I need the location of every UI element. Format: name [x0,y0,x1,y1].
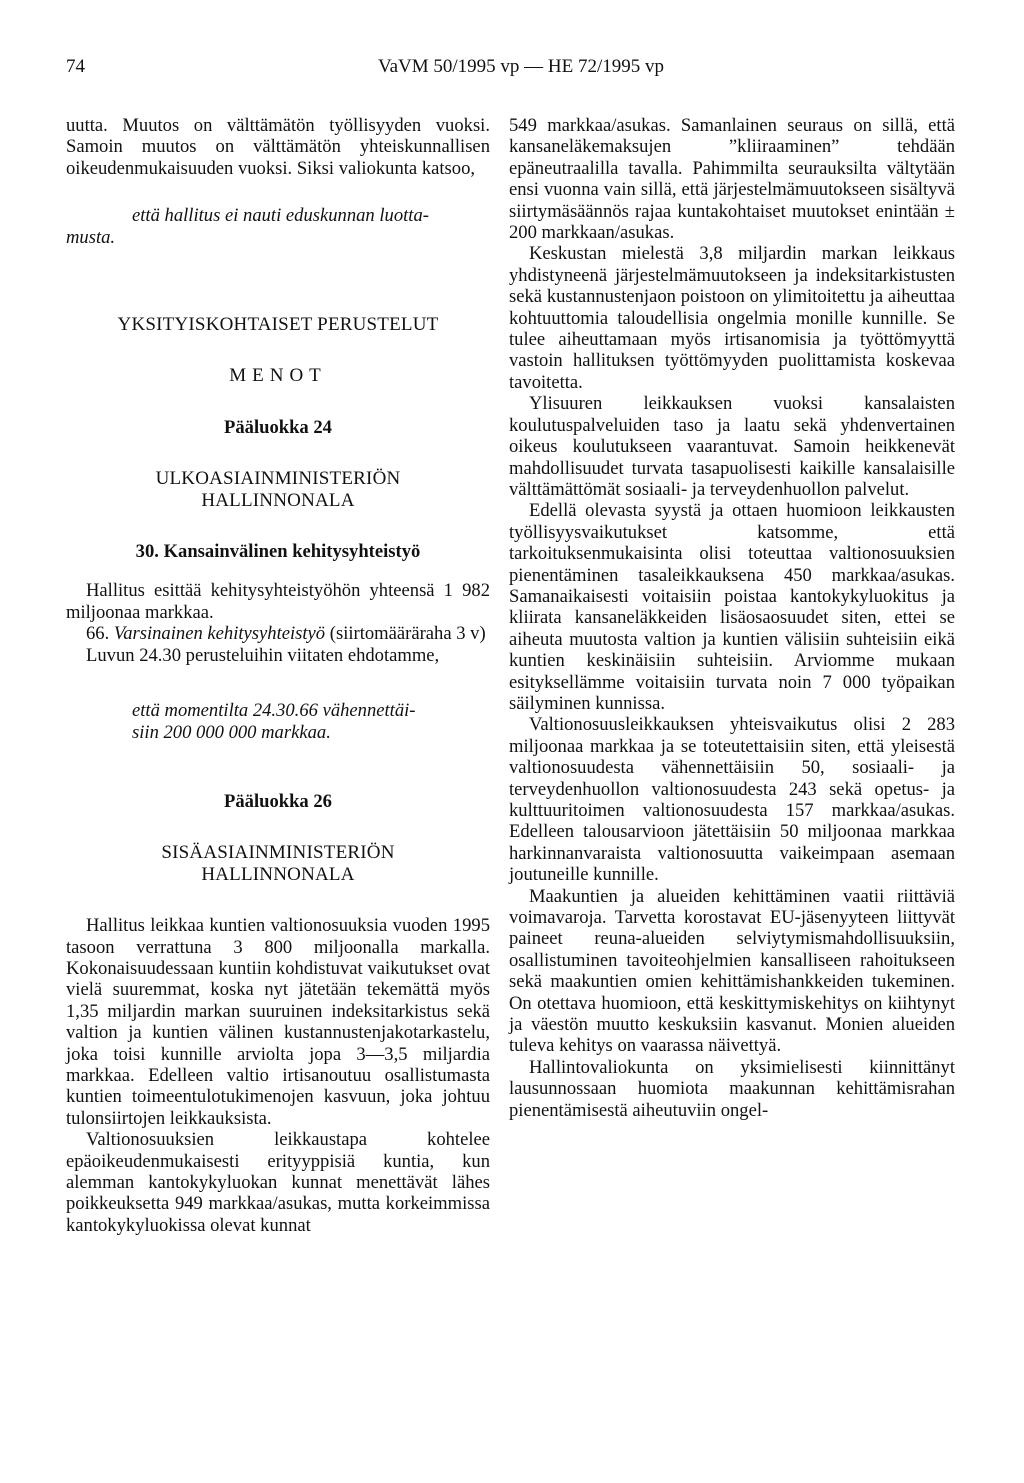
proposal-continuation: musta. [66,226,116,248]
proposal-statement [132,205,490,226]
item-heading: 30. Kansainvälinen kehitysyhteistyö [135,541,421,563]
main-class-heading: Pääluokka 26 [224,790,332,812]
running-head: VaVM 50/1995 vp — HE 72/1995 vp [377,56,665,77]
moment-number: 66. [86,623,110,645]
moment-line [66,623,490,644]
page-header [66,56,976,86]
paragraph: Edellä olevasta syystä ja ottaen huomioon leikkausten työllisyysvaikutukset katsomme, että tarkoituksenmukaisinta olisi toteuttaa valtionosuuksien pienentäminen tasaleikkauksena 450 markkaa/asukas. Samanaikaisesti voitaisiin poistaa kantokykyluokitus ja kliirata kansaneläkkeiden lisäosaosuudet siten, ettei se aiheuta muutosta valtion ja kuntien välisiin suhteisiin eikä kuntien keskinäisiin suhteisiin. Arviomme mukaan esityksellämme voitaisiin turvata noin 7 000 työpaikan säilyminen kunnissa. [509,500,955,714]
paragraph: Keskustan mielestä 3,8 miljardin markan leikkaus yhdistyneenä järjestelmämuutokseen ja indeksitarkistusten sekä kustannustenjaon poistoon on ylimitoitettu ja aiheuttaa kohtuuttomia taloudellisia ongelmia monille kunnille. Se tulee aiheuttamaan myös irtisanomisia ja työttömyyttä vastoin hallituksen työttömyyden puolittamista koskevaa tavoitetta. [509,243,955,393]
ministry-heading: ULKOASIAINMINISTERIÖN HALLINNONALA [155,468,401,511]
paragraph: Maakuntien ja alueiden kehittäminen vaatii riittäviä voimavaroja. Tarvetta korostavat EU-jäsenyyteen liittyvät paineet reuna-alueiden selviytymismahdollisuuksiin, osallistuminen tavoiteohjelmien kansalliseen rahoitukseen sekä maakuntien omien kehittämishankkeiden tukeminen. On otettava huomioon, että keskittymiskehitys on kiihtynyt ja väestön muutto keskuksiin kasvanut. Monien alueiden tuleva kehitys on vaarassa näivettyä. [509,885,955,1057]
proposal-statement [132,700,490,721]
paragraph: 549 markkaa/asukas. Samanlainen seuraus on sillä, että kansaneläkemaksujen ”kliiraaminen” tehdään epäneutraalilla tavalla. Pahimmilta seurauksilta vältytään ensi vuonna vain sillä, että järjestelmämuutokseen sisältyvä siirtymäsäännös rajaa kuntakohtaiset muutokset enintään ± 200 markkaan/asukas. [509,115,955,244]
moment-detail: (siirtomääräraha 3 v) [329,623,486,645]
paragraph: Luvun 24.30 perusteluihin viitaten ehdotamme, [86,644,440,666]
paragraph: Hallitus leikkaa kuntien valtionosuuksia vuoden 1995 tasoon verrattuna 3 800 miljoonalla markalla. Kokonaisuudessaan kuntiin kohdistuvat vaikutukset ovat vielä suuremmat, koska nyt jätetään tekemättä myös 1,35 miljardin markan suuruinen indeksitarkistus sekä valtion ja kuntien välinen kustannustenjakotarkastelu, joka toisi kunnille arviolta jopa 3—3,5 miljardia markkaa. Edelleen valtio irtisanoutuu osallistumasta kuntien toimeentulotukimenojen kasvuun, joka johtuu tulonsiirtojen leikkauksista. [66,915,490,1129]
moment-title: Varsinainen kehitysyhteistyö [113,623,326,645]
paragraph: Valtionosuusleikkauksen yhteisvaikutus olisi 2 283 miljoonaa markkaa ja se toteutettaisiin siten, että yleisestä valtionosuudesta vähennettäisiin 50, sosiaali- ja terveydenhuollon valtionosuudesta 243 sekä opetus- ja kulttuuritoimen valtionosuudesta 157 markkaa/asukas. Edelleen talousarvioon jätettäisiin 50 miljoonaa markkaa harkinnanvaraista valtionosuutta vaikeimpaan asemaan joutuneille kunnille. [509,714,955,886]
proposal-text: että hallitus ei nauti eduskunnan luotta- [132,205,429,227]
ministry-heading: SISÄASIAINMINISTERIÖN HALLINNONALA [161,842,395,885]
paragraph: uutta. Muutos on välttämätön työllisyyden vuoksi. Samoin muutos on välttämätön yhteiskunnallisen oikeudenmukaisuuden vuoksi. Siksi valiokunta katsoo, [66,115,490,179]
section-heading: YKSITYISKOHTAISET PERUSTELUT [117,314,439,336]
menot-heading: MENOT [229,365,327,387]
proposal-text: että momentilta 24.30.66 vähennettäi- [132,700,416,722]
page-number: 74 [66,56,85,77]
proposal-continuation: siin 200 000 000 markkaa. [132,721,331,743]
paragraph: Hallintovaliokunta on yksimielisesti kiinnittänyt lausunnossaan huomiota maakunnan kehittämisrahan pienentämisestä aiheutuviin ongel- [509,1056,955,1121]
paragraph: Hallitus esittää kehitysyhteistyöhön yhteensä 1 982 miljoonaa markkaa. [66,580,490,623]
left-column [66,115,490,1236]
main-class-heading: Pääluokka 24 [224,416,332,438]
right-column [509,115,955,1121]
paragraph: Valtionosuuksien leikkaustapa kohtelee epäoikeudenmukaisesti erityyppisiä kuntia, kun alemman kantokykyluokan kunnat menettävät lähes poikkeuksetta 949 markkaa/asukas, mutta korkeimmissa kantokykyluokissa olevat kunnat [66,1129,490,1236]
paragraph: Ylisuuren leikkauksen vuoksi kansalaisten koulutuspalveluiden taso ja laatu sekä yhdenvertainen oikeus koulutukseen vaarantuvat. Samoin heikkenevät mahdollisuudet turvata tasapuolisesti kaikille kansalaisille välttämättömät sosiaali- ja terveydenhuollon palvelut. [509,393,955,500]
